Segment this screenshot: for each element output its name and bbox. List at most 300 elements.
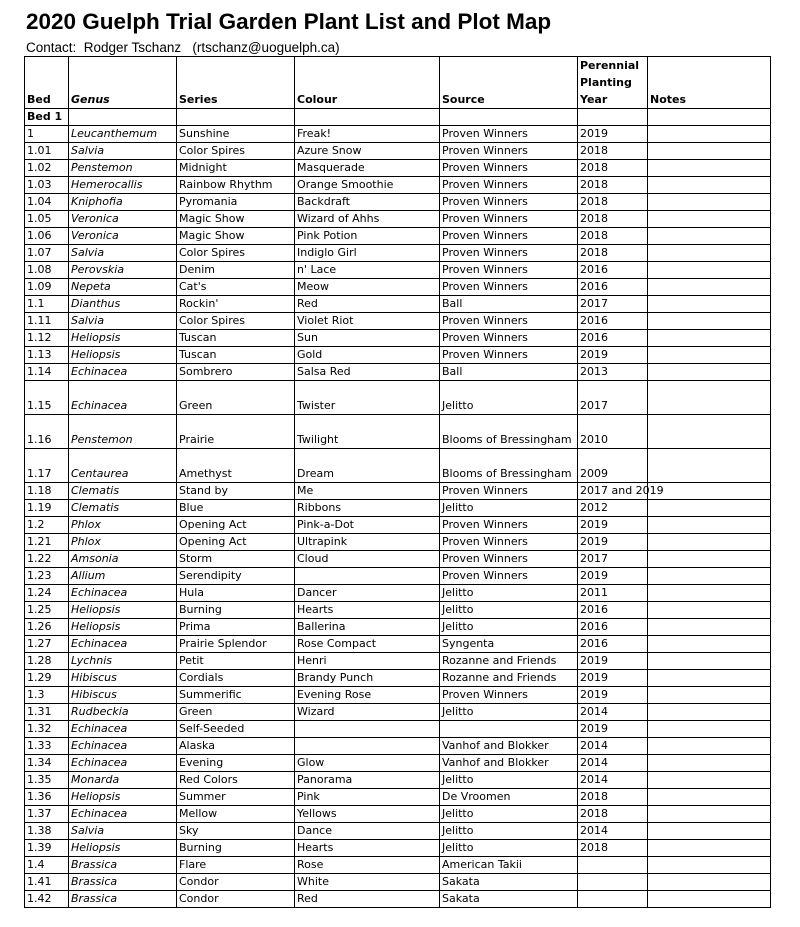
cell-notes: [648, 891, 771, 908]
cell-series: Burning: [177, 602, 295, 619]
cell-series: Denim: [177, 262, 295, 279]
cell-notes: [648, 602, 771, 619]
table-row: [25, 789, 771, 806]
cell-bed: 1.25: [25, 602, 69, 619]
cell-notes: [648, 619, 771, 636]
cell-series: Cordials: [177, 670, 295, 687]
cell-colour: Pink-a-Dot: [295, 517, 440, 534]
cell-genus: Rudbeckia: [69, 704, 177, 721]
cell-genus: Heliopsis: [69, 330, 177, 347]
cell-planting-year: 2018: [578, 228, 648, 245]
cell-bed: 1.35: [25, 772, 69, 789]
cell-planting-year: [578, 857, 648, 874]
cell-bed: 1.22: [25, 551, 69, 568]
table-row: [25, 534, 771, 551]
table-row: [25, 891, 771, 908]
table-row: [25, 687, 771, 704]
cell-genus: Nepeta: [69, 279, 177, 296]
cell-colour: Rose Compact: [295, 636, 440, 653]
planting-year-text: 2009: [580, 467, 608, 480]
cell-planting-year: 2019: [578, 517, 648, 534]
cell-notes: [648, 483, 771, 500]
cell-bed: 1.33: [25, 738, 69, 755]
cell-notes: [648, 500, 771, 517]
cell-planting-year: 2018: [578, 160, 648, 177]
cell-notes: [648, 704, 771, 721]
cell-source: Proven Winners: [440, 160, 578, 177]
cell-bed: 1.19: [25, 500, 69, 517]
cell-planting-year: 2016: [578, 602, 648, 619]
cell-genus: Clematis: [69, 483, 177, 500]
table-row: [25, 551, 771, 568]
cell-source: Sakata: [440, 891, 578, 908]
table-row: [25, 755, 771, 772]
table-row: [25, 670, 771, 687]
planting-year-text: 2017: [580, 399, 608, 412]
cell-bed: 1.39: [25, 840, 69, 857]
cell-genus: Salvia: [69, 143, 177, 160]
cell-colour: Ballerina: [295, 619, 440, 636]
cell-bed: 1.18: [25, 483, 69, 500]
cell-colour: Cloud: [295, 551, 440, 568]
cell-bed: 1.11: [25, 313, 69, 330]
table-row: [25, 857, 771, 874]
cell-series: Green: [177, 704, 295, 721]
cell-bed: 1.23: [25, 568, 69, 585]
cell-colour: Salsa Red: [295, 364, 440, 381]
cell-notes: [648, 211, 771, 228]
cell-colour: Wizard: [295, 704, 440, 721]
cell-planting-year: 2019: [578, 568, 648, 585]
cell-genus: Echinacea: [69, 636, 177, 653]
cell-source: Proven Winners: [440, 279, 578, 296]
cell-series: Condor: [177, 874, 295, 891]
cell-colour: Yellows: [295, 806, 440, 823]
cell-planting-year: [578, 874, 648, 891]
cell-colour: Me: [295, 483, 440, 500]
cell-genus: Echinacea: [69, 381, 177, 415]
header-genus: Genus: [69, 57, 177, 109]
cell-colour: Brandy Punch: [295, 670, 440, 687]
cell-colour: [295, 721, 440, 738]
cell-notes: [648, 789, 771, 806]
cell-genus: Echinacea: [69, 721, 177, 738]
cell-series: Summer: [177, 789, 295, 806]
cell-notes: [648, 449, 771, 483]
cell-source: Proven Winners: [440, 194, 578, 211]
cell-colour: Dream: [295, 449, 440, 483]
table-cell: [69, 109, 177, 126]
cell-series: Color Spires: [177, 245, 295, 262]
table-row: [25, 874, 771, 891]
cell-genus: Phlox: [69, 517, 177, 534]
cell-colour: Pink: [295, 789, 440, 806]
cell-series: Petit: [177, 653, 295, 670]
cell-notes: [648, 721, 771, 738]
cell-bed: 1.12: [25, 330, 69, 347]
cell-source: Proven Winners: [440, 347, 578, 364]
cell-source: Proven Winners: [440, 534, 578, 551]
table-row: [25, 211, 771, 228]
cell-colour: White: [295, 874, 440, 891]
cell-bed: 1.29: [25, 670, 69, 687]
table-row: [25, 279, 771, 296]
cell-notes: [648, 330, 771, 347]
cell-series: Amethyst: [177, 449, 295, 483]
cell-notes: [648, 585, 771, 602]
cell-genus: Penstemon: [69, 160, 177, 177]
table-cell: [648, 109, 771, 126]
cell-source: Jelitto: [440, 772, 578, 789]
cell-bed: 1.09: [25, 279, 69, 296]
cell-genus: Hibiscus: [69, 687, 177, 704]
cell-series: Self-Seeded: [177, 721, 295, 738]
cell-series: Blue: [177, 500, 295, 517]
cell-genus: Perovskia: [69, 262, 177, 279]
table-row: [25, 415, 771, 449]
cell-notes: [648, 806, 771, 823]
header-bed: Bed: [25, 57, 69, 109]
cell-colour: Azure Snow: [295, 143, 440, 160]
cell-series: Color Spires: [177, 143, 295, 160]
bed-row: [25, 109, 771, 126]
header-series: Series: [177, 57, 295, 109]
cell-notes: [648, 381, 771, 415]
cell-colour: Violet Riot: [295, 313, 440, 330]
cell-notes: [648, 160, 771, 177]
cell-planting-year: 2019: [578, 347, 648, 364]
cell-bed: 1.37: [25, 806, 69, 823]
cell-source: Proven Winners: [440, 517, 578, 534]
cell-bed: 1.01: [25, 143, 69, 160]
cell-bed: 1.1: [25, 296, 69, 313]
cell-source: Rozanne and Friends: [440, 653, 578, 670]
table-row: [25, 177, 771, 194]
planting-year-text: 2010: [580, 433, 608, 446]
table-row: [25, 364, 771, 381]
cell-series: Green: [177, 381, 295, 415]
plant-rows: [25, 109, 771, 908]
header-notes: Notes: [648, 57, 771, 109]
cell-series: Color Spires: [177, 313, 295, 330]
cell-planting-year: [578, 381, 648, 415]
cell-colour: Ribbons: [295, 500, 440, 517]
cell-colour: n' Lace: [295, 262, 440, 279]
table-row: [25, 636, 771, 653]
cell-notes: [648, 296, 771, 313]
table-row: [25, 381, 771, 415]
cell-source: Jelitto: [440, 381, 578, 415]
table-row: [25, 619, 771, 636]
cell-genus: Clematis: [69, 500, 177, 517]
cell-series: Burning: [177, 840, 295, 857]
cell-colour: Freak!: [295, 126, 440, 143]
cell-series: Midnight: [177, 160, 295, 177]
cell-notes: [648, 738, 771, 755]
cell-bed: 1.05: [25, 211, 69, 228]
cell-planting-year: 2018: [578, 177, 648, 194]
contact-line: Contact: Rodger Tschanz (rtschanz@uoguelph.ca): [26, 40, 340, 55]
cell-bed: 1.04: [25, 194, 69, 211]
cell-bed: 1.32: [25, 721, 69, 738]
cell-source: Ball: [440, 364, 578, 381]
cell-planting-year: [578, 415, 648, 449]
table-row: [25, 721, 771, 738]
cell-planting-year: 2014: [578, 772, 648, 789]
cell-genus: Salvia: [69, 313, 177, 330]
cell-source: Jelitto: [440, 602, 578, 619]
cell-genus: Dianthus: [69, 296, 177, 313]
cell-genus: Amsonia: [69, 551, 177, 568]
cell-notes: [648, 279, 771, 296]
cell-notes: [648, 551, 771, 568]
cell-bed: 1.34: [25, 755, 69, 772]
cell-planting-year: 2019: [578, 653, 648, 670]
cell-planting-year: 2016: [578, 330, 648, 347]
header-row: [25, 57, 771, 109]
cell-planting-year: 2019: [578, 126, 648, 143]
cell-notes: [648, 772, 771, 789]
cell-source: Proven Winners: [440, 313, 578, 330]
cell-notes: [648, 245, 771, 262]
cell-bed: 1.14: [25, 364, 69, 381]
table-cell: [295, 109, 440, 126]
cell-source: Proven Winners: [440, 687, 578, 704]
cell-genus: Echinacea: [69, 738, 177, 755]
cell-genus: Heliopsis: [69, 840, 177, 857]
cell-bed: 1.16: [25, 415, 69, 449]
cell-planting-year: 2017: [578, 296, 648, 313]
cell-bed: 1.2: [25, 517, 69, 534]
cell-source: Proven Winners: [440, 211, 578, 228]
cell-planting-year: 2018: [578, 211, 648, 228]
cell-colour: Hearts: [295, 840, 440, 857]
cell-source: Jelitto: [440, 823, 578, 840]
cell-bed: 1.13: [25, 347, 69, 364]
cell-series: Prairie Splendor: [177, 636, 295, 653]
cell-colour: Ultrapink: [295, 534, 440, 551]
cell-bed: 1.4: [25, 857, 69, 874]
cell-series: Summerific: [177, 687, 295, 704]
cell-planting-year: 2014: [578, 823, 648, 840]
table-row: [25, 517, 771, 534]
cell-notes: [648, 857, 771, 874]
cell-planting-year: 2016: [578, 636, 648, 653]
cell-colour: Red: [295, 296, 440, 313]
cell-source: Vanhof and Blokker: [440, 755, 578, 772]
table-row: [25, 449, 771, 483]
cell-planting-year: 2018: [578, 143, 648, 160]
cell-series: Opening Act: [177, 517, 295, 534]
cell-source: [440, 721, 578, 738]
cell-series: Magic Show: [177, 228, 295, 245]
cell-series: Evening: [177, 755, 295, 772]
cell-genus: Echinacea: [69, 806, 177, 823]
table-cell: [578, 109, 648, 126]
cell-bed: 1.24: [25, 585, 69, 602]
cell-notes: [648, 347, 771, 364]
cell-colour: [295, 738, 440, 755]
cell-bed: 1.03: [25, 177, 69, 194]
table-row: [25, 602, 771, 619]
table-row: [25, 585, 771, 602]
page-title: 2020 Guelph Trial Garden Plant List and Plot Map: [26, 9, 552, 34]
cell-genus: Veronica: [69, 211, 177, 228]
header-source: Source: [440, 57, 578, 109]
cell-planting-year: 2019: [578, 687, 648, 704]
cell-planting-year: 2018: [578, 789, 648, 806]
cell-colour: Sun: [295, 330, 440, 347]
cell-genus: Hemerocallis: [69, 177, 177, 194]
cell-planting-year: 2019: [578, 534, 648, 551]
cell-planting-year: 2019: [578, 670, 648, 687]
cell-planting-year: [578, 891, 648, 908]
cell-series: Red Colors: [177, 772, 295, 789]
cell-source: Proven Winners: [440, 483, 578, 500]
cell-genus: Lychnis: [69, 653, 177, 670]
cell-colour: Meow: [295, 279, 440, 296]
cell-planting-year: 2014: [578, 704, 648, 721]
cell-colour: Masquerade: [295, 160, 440, 177]
cell-bed: 1.17: [25, 449, 69, 483]
cell-planting-year: 2018: [578, 194, 648, 211]
cell-colour: Pink Potion: [295, 228, 440, 245]
cell-colour: Panorama: [295, 772, 440, 789]
table-row: [25, 126, 771, 143]
cell-source: Proven Winners: [440, 330, 578, 347]
cell-planting-year: 2016: [578, 313, 648, 330]
cell-planting-year: 2013: [578, 364, 648, 381]
cell-genus: Echinacea: [69, 364, 177, 381]
cell-series: Pyromania: [177, 194, 295, 211]
cell-series: Hula: [177, 585, 295, 602]
cell-colour: Dancer: [295, 585, 440, 602]
cell-series: Condor: [177, 891, 295, 908]
cell-colour: Gold: [295, 347, 440, 364]
cell-planting-year: 2016: [578, 619, 648, 636]
cell-genus: Echinacea: [69, 585, 177, 602]
cell-genus: Salvia: [69, 823, 177, 840]
cell-colour: Hearts: [295, 602, 440, 619]
table-row: [25, 653, 771, 670]
bed-label: Bed 1: [25, 109, 69, 126]
cell-bed: 1.02: [25, 160, 69, 177]
cell-source: American Takii: [440, 857, 578, 874]
cell-series: Tuscan: [177, 347, 295, 364]
table-cell: [177, 109, 295, 126]
table-row: [25, 330, 771, 347]
cell-colour: [295, 568, 440, 585]
cell-genus: Echinacea: [69, 755, 177, 772]
table-row: [25, 500, 771, 517]
cell-series: Storm: [177, 551, 295, 568]
cell-series: Alaska: [177, 738, 295, 755]
cell-genus: Brassica: [69, 857, 177, 874]
cell-planting-year: 2014: [578, 738, 648, 755]
cell-source: Proven Winners: [440, 568, 578, 585]
cell-source: Ball: [440, 296, 578, 313]
cell-source: Jelitto: [440, 619, 578, 636]
cell-colour: Rose: [295, 857, 440, 874]
cell-source: Proven Winners: [440, 551, 578, 568]
cell-notes: [648, 670, 771, 687]
cell-bed: 1.31: [25, 704, 69, 721]
cell-series: Rainbow Rhythm: [177, 177, 295, 194]
cell-planting-year: 2018: [578, 840, 648, 857]
cell-source: Syngenta: [440, 636, 578, 653]
cell-genus: Penstemon: [69, 415, 177, 449]
cell-genus: Salvia: [69, 245, 177, 262]
table-row: [25, 483, 771, 500]
cell-bed: 1.27: [25, 636, 69, 653]
cell-planting-year: 2016: [578, 262, 648, 279]
cell-source: Jelitto: [440, 500, 578, 517]
cell-colour: Evening Rose: [295, 687, 440, 704]
table-row: [25, 347, 771, 364]
cell-planting-year: 2012: [578, 500, 648, 517]
cell-genus: Heliopsis: [69, 619, 177, 636]
cell-notes: [648, 313, 771, 330]
cell-notes: [648, 874, 771, 891]
cell-colour: Backdraft: [295, 194, 440, 211]
cell-source: Jelitto: [440, 585, 578, 602]
cell-colour: Twilight: [295, 415, 440, 449]
cell-bed: 1.21: [25, 534, 69, 551]
header-colour: Colour: [295, 57, 440, 109]
cell-genus: Phlox: [69, 534, 177, 551]
cell-notes: [648, 194, 771, 211]
cell-notes: [648, 840, 771, 857]
cell-genus: Brassica: [69, 874, 177, 891]
cell-genus: Kniphofia: [69, 194, 177, 211]
cell-notes: [648, 823, 771, 840]
cell-series: Rockin': [177, 296, 295, 313]
cell-notes: [648, 177, 771, 194]
cell-series: Flare: [177, 857, 295, 874]
cell-notes: [648, 517, 771, 534]
cell-colour: Indiglo Girl: [295, 245, 440, 262]
cell-planting-year: 2018: [578, 245, 648, 262]
cell-colour: Twister: [295, 381, 440, 415]
table-cell: [440, 109, 578, 126]
cell-source: Blooms of Bressingham: [440, 415, 578, 449]
cell-source: Rozanne and Friends: [440, 670, 578, 687]
cell-notes: [648, 262, 771, 279]
cell-series: Prima: [177, 619, 295, 636]
cell-genus: Centaurea: [69, 449, 177, 483]
table-row: [25, 568, 771, 585]
table-row: [25, 262, 771, 279]
cell-source: Proven Winners: [440, 262, 578, 279]
table-row: [25, 704, 771, 721]
cell-bed: 1.28: [25, 653, 69, 670]
cell-series: Opening Act: [177, 534, 295, 551]
cell-notes: [648, 755, 771, 772]
header-planting-year: Perennial Planting Year: [578, 57, 648, 109]
cell-notes: [648, 143, 771, 160]
cell-notes: [648, 534, 771, 551]
cell-bed: 1.06: [25, 228, 69, 245]
cell-genus: Heliopsis: [69, 789, 177, 806]
cell-bed: 1.26: [25, 619, 69, 636]
cell-bed: 1.42: [25, 891, 69, 908]
cell-colour: Dance: [295, 823, 440, 840]
cell-source: Blooms of Bressingham: [440, 449, 578, 483]
cell-planting-year: 2014: [578, 755, 648, 772]
cell-planting-year: [578, 449, 648, 483]
cell-bed: 1.36: [25, 789, 69, 806]
cell-genus: Allium: [69, 568, 177, 585]
